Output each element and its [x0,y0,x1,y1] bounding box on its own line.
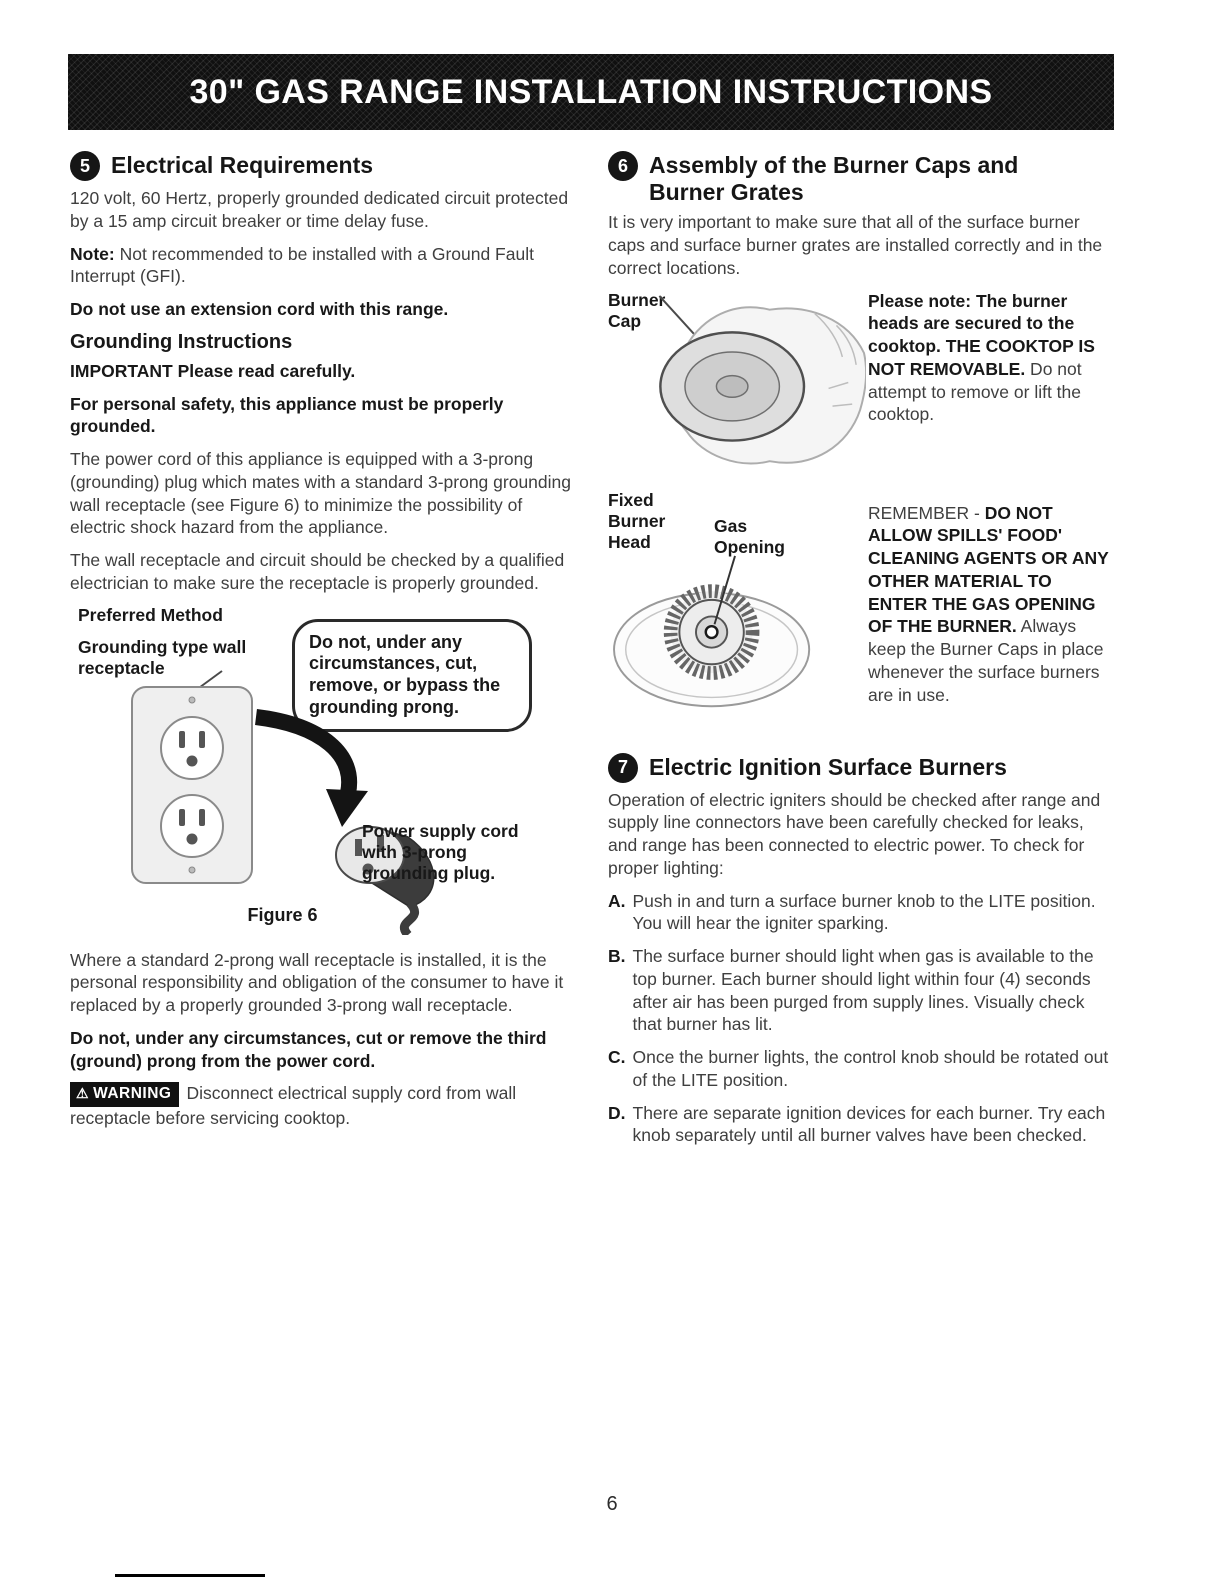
section-electrical-heading [70,150,575,181]
footer-mark-line [115,1574,265,1577]
ignition-step-b [608,945,1113,1036]
section-6-title: Assembly of the Burner Caps and Burner Grates [649,152,1019,205]
left-column [70,150,575,1140]
warning-badge [70,1082,179,1107]
burner-cap-figure-row [608,290,1113,490]
receptacle-plug-illustration [70,669,530,935]
page-number: 6 [606,1493,618,1515]
grounding-prong-callout-text: Do not, under any circumstances, cut, remove, or bypass the grounding prong. [309,631,501,718]
step-label: A. [608,890,626,911]
step-text: Push in and turn a surface burner knob to the LITE position. You will hear the igniter sparking. [632,890,1096,934]
section-6-number-badge: 6 [608,151,638,181]
warning-triangle-icon: ⚠ [76,1085,90,1102]
step-label: D. [608,1102,626,1123]
gfi-note-paragraph [70,243,575,289]
page-title-banner [68,54,1114,130]
remember-bold: DO NOT ALLOW SPILLS' FOOD' CLEANING AGENTS OR ANY OTHER MATERIAL TO ENTER THE GAS OPENING OF THE BURNER. [868,502,1109,637]
please-note-rest: Do not attempt to remove or lift the cooktop. [868,358,1082,425]
wall-receptacle-paragraph: The wall receptacle and circuit should be checked by a qualified electrician to make sure the receptacle is properly grounded. [70,550,565,593]
electrical-paragraph-1: 120 volt, 60 Hertz, properly grounded dedicated circuit protected by a 15 amp circuit breaker or time delay fuse. [70,188,569,231]
section-ignition-heading [608,752,1113,783]
note-label: Note: [70,243,115,264]
grounding-instructions-heading: Grounding Instructions [70,330,293,353]
section-7-title: Electric Ignition Surface Burners [649,753,1007,780]
please-note-bold: Please note: The burner heads are secured to the cooktop. THE COOKTOP IS NOT REMOVABLE. [868,290,1095,379]
warning-text: Disconnect electrical supply cord from wall receptacle before servicing cooktop. [70,1083,517,1129]
step-label: B. [608,946,626,967]
remember-text [868,502,1114,707]
section-assembly-heading [608,150,1113,205]
warning-badge-label: WARNING [93,1085,172,1103]
step-text: Once the burner lights, the control knob should be rotated out of the LITE position. [632,1047,1109,1090]
page-title: 30" GAS RANGE INSTALLATION INSTRUCTIONS [189,72,993,111]
step-label: C. [608,1047,626,1068]
two-prong-paragraph: Where a standard 2-prong wall receptacle is installed, it is the personal responsibility and obligation of the consumer to have it replaced by a properly grounded 3-prong wall receptacle. [70,949,564,1015]
please-note-text [868,290,1114,427]
important-line: IMPORTANT Please read carefully. [70,360,356,381]
personal-safety-line: For personal safety, this appliance must be properly grounded. [70,393,504,437]
power-cord-label: Power supply cord with 3-prong grounding plug. [362,820,519,884]
burner-cap-in-hand-illustration [620,292,866,474]
no-extension-cord-line: Do not use an extension cord with this range. [70,299,449,319]
receptacle-label: Grounding type wall receptacle [78,636,247,678]
remember-rest: Always keep the Burner Caps in place whenever the surface burners are in use. [868,616,1104,705]
ignition-step-c [608,1046,1113,1092]
fixed-burner-head-illustration [608,554,823,715]
section-5-title: Electrical Requirements [111,152,374,178]
warning-paragraph [70,1082,575,1130]
power-cord-paragraph: The power cord of this appliance is equipped with a 3-prong (grounding) plug which mates with a standard 3-prong grounding wall receptacle (see Figure 6) to minimize the possibility of electric shock hazard from the appliance. [70,449,571,538]
fixed-burner-head-label: Fixed Burner Head [608,489,666,553]
preferred-method-label: Preferred Method [78,604,223,625]
section-5-number-badge: 5 [70,151,100,181]
step-text: There are separate ignition devices for each burner. Try each knob separately until all burner valves have been checked. [632,1102,1106,1146]
ignition-paragraph-1: Operation of electric igniters should be checked after range and supply line connectors have been carefully checked for leaks, and range has been connected to electric power. To check for proper lighting: [608,789,1101,878]
figure-6-caption: Figure 6 [247,904,318,925]
burner-cap-label: Burner Cap [608,289,666,331]
figure-6 [70,605,575,937]
step-text: The surface burner should light when gas is available to the top burner. Each burner should light within four (4) seconds after air has been purged from supply lines. Visually check that burner has lit. [632,946,1094,1035]
gas-opening-label: Gas Opening [714,515,785,557]
right-column [608,150,1113,1157]
ignition-step-d [608,1102,1113,1148]
section-7-number-badge: 7 [608,753,638,783]
note-text: Not recommended to be installed with a Ground Fault Interrupt (GFI). [70,243,534,287]
assembly-paragraph-1: It is very important to make sure that all of the surface burner caps and surface burner grates are installed correctly and in the correct locations. [608,212,1103,278]
ignition-steps-list [608,890,1113,1148]
remember-prefix: REMEMBER - [868,502,985,523]
cut-remove-warning: Do not, under any circumstances, cut or remove the third (ground) prong from the power cord. [70,1027,547,1071]
ignition-step-a [608,890,1113,936]
burner-head-figure-row [608,490,1113,752]
